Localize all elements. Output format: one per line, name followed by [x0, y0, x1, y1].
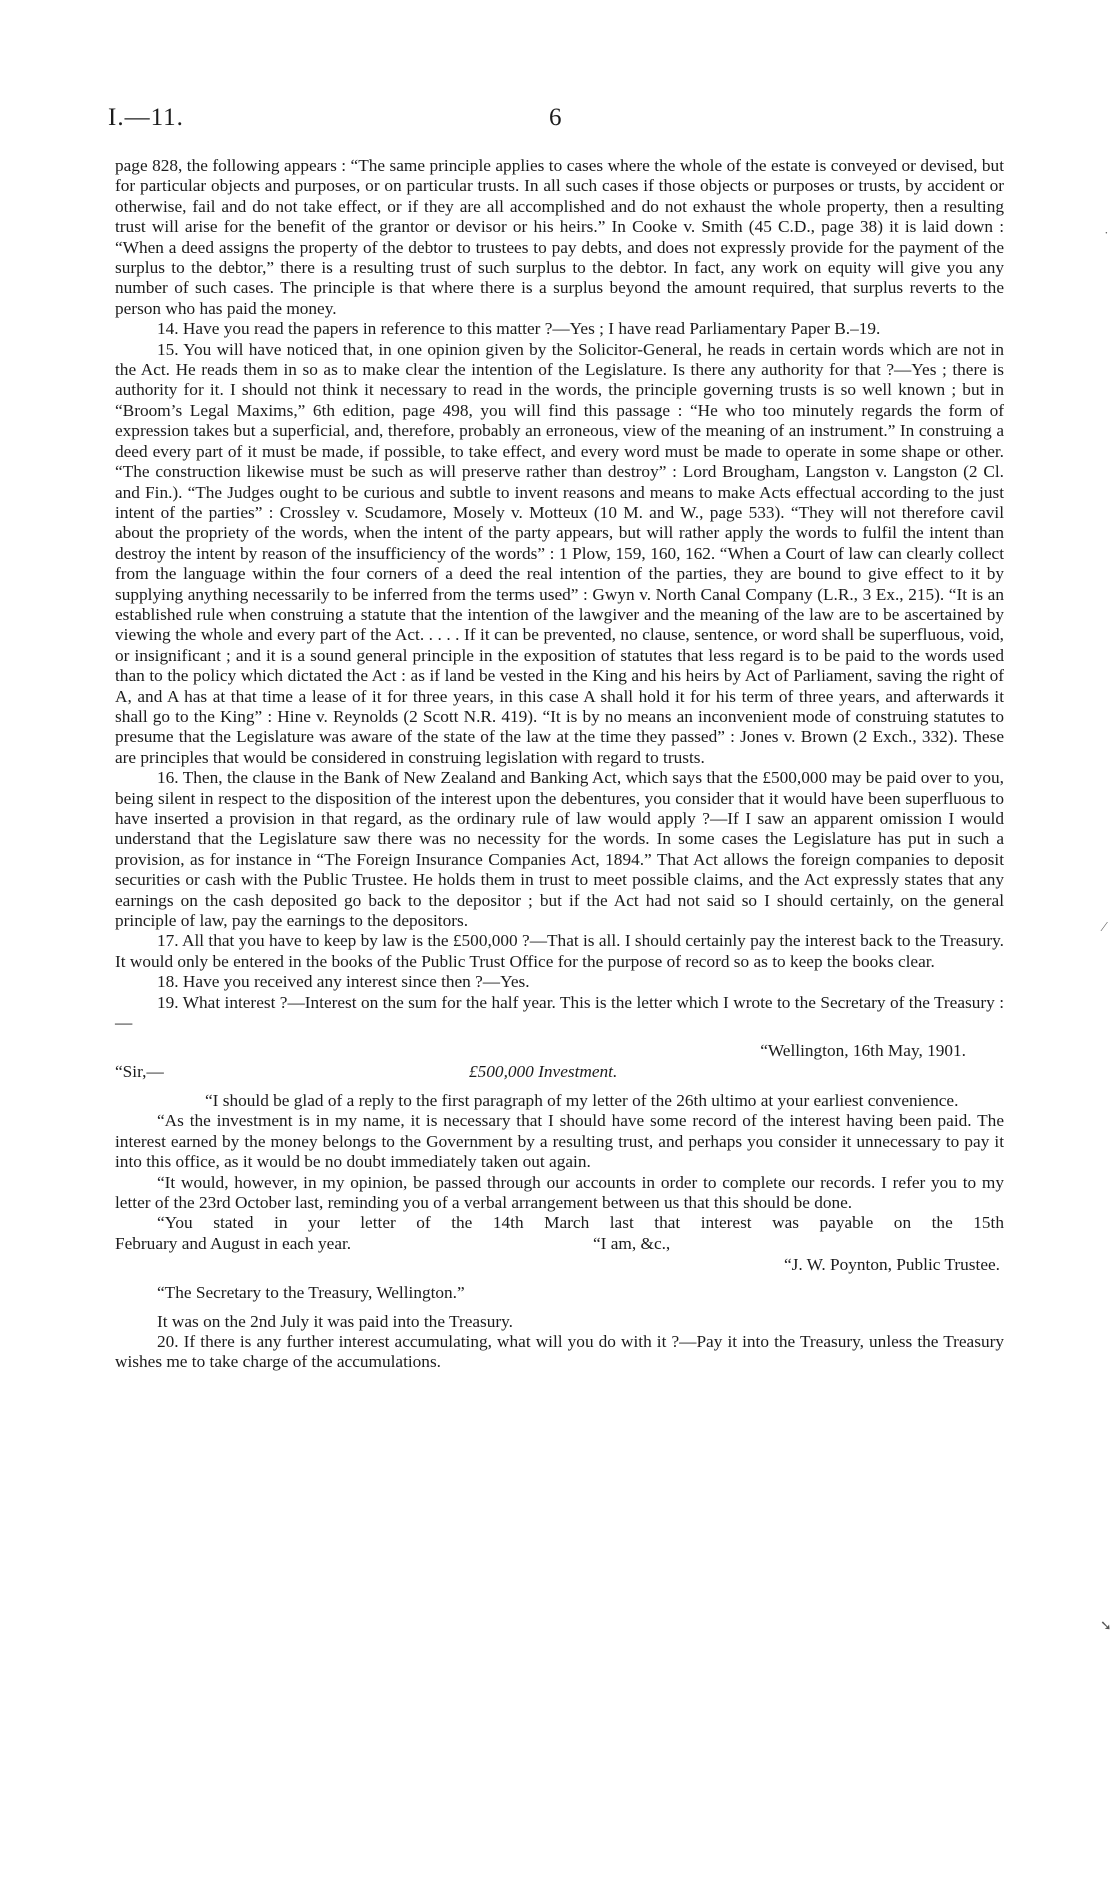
letter-signature: “J. W. Poynton, Public Trustee. [783, 1254, 1000, 1274]
letter-closing-line [115, 1234, 1004, 1255]
question-20: 20. If there is any further interest accumulating, what will you do with it ?—Pay it into the Treasury, unless the Treasury wishes me to take charge of the accumulations. [115, 1331, 1004, 1372]
question-16: 16. Then, the clause in the Bank of New Zealand and Banking Act, which says that the £500,000 may be paid over to you, being silent in respect to the disposition of the interest upon the debentures, you consider that it would have been superfluous to have inserted a provision in that regard, as the ordinary rule of law would apply ?—If I saw an apparent omission I would understand that the Legislature saw there was no necessity for the words. In some cases the Legislature has put in such a provision, as for instance in “The Foreign Insurance Companies Act, 1894.” That Act allows the foreign companies to deposit securities or cash with the Public Trustee. He holds them in trust to meet possible claims, and the Act expressly states that any earnings on the cash deposited go back to the depositor ; but if the Act had not said so I should certainly, on the general principle of law, pay the earnings to the depositors. [115, 768, 1004, 931]
letter-place-date: “Wellington, 16th May, 1901. [760, 1041, 966, 1061]
question-17: 17. All that you have to keep by law is the £500,000 ?—That is all. I should certainly pay the interest back to the Treasury. It would only be entered in the books of the Public Trust Office for the purpose of record so as to keep the books clear. [115, 931, 1004, 971]
letter-paragraph-1: “I should be glad of a reply to the first paragraph of my letter of the 26th ultimo at your earliest convenience. [205, 1090, 959, 1110]
question-14: 14. Have you read the papers in reference to this matter ?—Yes ; I have read Parliamentary Paper B.–19. [157, 319, 881, 339]
letter-heading-line [115, 1062, 1004, 1083]
question-18: 18. Have you received any interest since then ?—Yes. [157, 972, 530, 992]
page-number: 6 [549, 104, 562, 131]
letter-paragraph-4: “You stated in your letter of the 14th March last that interest was payable on the 15th [157, 1213, 1004, 1233]
letter-paragraph-2: “As the investment is in my name, it is necessary that I should have some record of the interest having been paid. The interest earned by the money belongs to the Government by a resulting trust, and perhaps you consider it unnecessary to pay it into this office, as it would be no doubt immediately taken out again. [115, 1111, 1004, 1172]
letter-salutation: “Sir,— [115, 1061, 164, 1081]
letter-subject: £500,000 Investment. [469, 1061, 618, 1081]
margin-mark-bottom: ➘ [1100, 1619, 1112, 1634]
paragraph-paid-into-treasury: It was on the 2nd July it was paid into the Treasury. [157, 1311, 513, 1331]
question-19: 19. What interest ?—Interest on the sum for the half year. This is the letter which I wrote to the Secretary of the Treasury :— [115, 992, 1004, 1033]
letter-addressee: “The Secretary to the Treasury, Wellington.” [157, 1283, 465, 1303]
question-15: 15. You will have noticed that, in one opinion given by the Solicitor-General, he reads in certain words which are not in the Act. He reads them in so as to make clear the intention of the Legislature. Is there any authority for that ?—Yes ; there is authority for it. I should not think it necessary to read in the words, the principle governing trusts is so well known ; but in “Broom’s Legal Maxims,” 6th edition, page 498, you will find this passage : “He who too minutely regards the form of expression takes but a superficial, and, therefore, probably an erroneous, view of the meaning of an instrument.” In construing a deed every part of it must be made, if possible, to take effect, and every word must be made to operate in some shape or other. “The construction likewise must be such as will preserve rather than destroy” : Lord Brougham, Langston v. Langston (2 Cl. and Fin.). “The Judges ought to be curious and subtle to invent reasons and means to make Acts effectual according to the just intent of the parties” : Crossley v. Scudamore, Mosely v. Motteux (10 M. and W., page 533). “They will not therefore cavil about the propriety of the words, when the intent of the party appears, but will rather apply the words to fulfil the intent than destroy the intent by reason of the insufficiency of the words” : 1 Plow, 159, 160, 162. “When a Court of law can clearly collect from the language within the four corners of a deed the real intention of the parties, they are bound to give effect to it by supplying anything necessarily to be inferred from the terms used” : Gwyn v. North Canal Company (L.R., 3 Ex., 215). “It is an established rule when construing a statute that the intention of the lawgiver and the meaning of the law are to be ascertained by viewing the whole and every part of the Act. . . . . If it can be prevented, no clause, sentence, or word shall be superfluous, void, or insignificant ; and it is a sound general principle in the exposition of statutes that less regard is to be paid to the words used than to the policy which dictated the Act : as if land be vested in the King and his heirs by Act of Parliament, saving the right of A, and A has at that time a lease of it for three years, in this case A shall hold it for his term of three years, and afterwards it shall go to the King” : Hine v. Reynolds (2 Scott N.R. 419). “It is by no means an inconvenient mode of construing statutes to presume that the Legislature was aware of the state of the law at the time they passed” : Jones v. Brown (2 Exch., 332). These are principles that would be considered in construing legislation with regard to trusts. [115, 339, 1004, 767]
margin-mark-middle: ⁄ [1103, 920, 1106, 935]
paragraph-continuation: page 828, the following appears : “The same principle applies to cases where the whole of the estate is conveyed or devised, but for particular objects and purposes, or on particular trusts. In all such cases if those objects or purposes or trusts, by accident or otherwise, fail and do not take effect, or if they are all accomplished and do not exhaust the whole property, then a resulting trust will arise for the benefit of the grantor or devisor or his heirs.” In Cooke v. Smith (45 C.D., page 38) it is laid down : “When a deed assigns the property of the debtor to trustees to pay debts, and does not expressly provide for the payment of the surplus to the debtor,” there is a resulting trust of such surplus to the debtor. In fact, any work on equity will give you any number of such cases. The principle is that where there is a surplus beyond the amount required, that surplus reverts to the person who has paid the money. [115, 156, 1004, 318]
letter-paragraph-3: “It would, however, in my opinion, be passed through our accounts in order to complete our records. I refer you to my letter of the 23rd October last, reminding you of a verbal arrangement between us that this should be done. [115, 1172, 1004, 1212]
parliamentary-paper-reference: I.—11. [108, 104, 184, 131]
document-body [115, 156, 1004, 1373]
letter-closing: “I am, &c., [593, 1233, 671, 1253]
letter-paragraph-4-end: February and August in each year. [115, 1233, 352, 1253]
margin-mark-top: ˙ [1104, 230, 1109, 245]
